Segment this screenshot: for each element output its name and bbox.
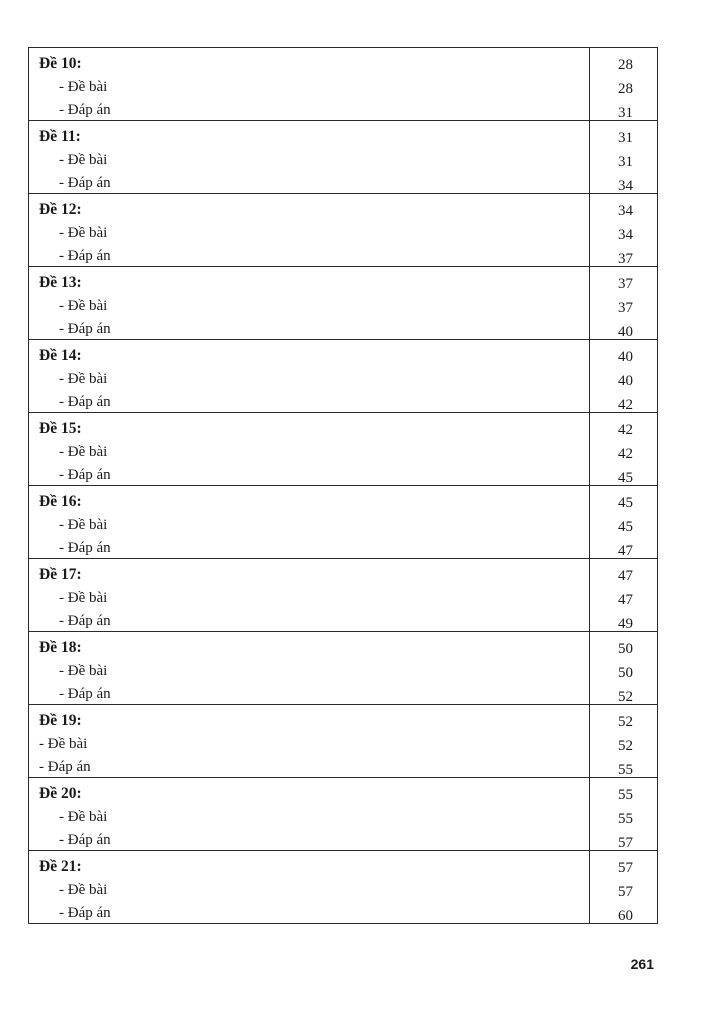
toc-page-number: 50 — [618, 665, 633, 681]
toc-entry-title: Đề 13: — [39, 274, 82, 291]
toc-entry-labels — [29, 486, 589, 558]
toc-entry-labels — [29, 632, 589, 704]
toc-row — [29, 486, 657, 559]
toc-entry-title: Đề 19: — [39, 712, 82, 729]
toc-page-number: 40 — [618, 324, 633, 340]
toc-row — [29, 413, 657, 486]
toc-entry-labels — [29, 413, 589, 485]
toc-row — [29, 705, 657, 778]
toc-subentry-answer: - Đáp án — [59, 905, 111, 921]
toc-subentry-problem: - Đề bài — [59, 151, 108, 168]
toc-entry-title: Đề 11: — [39, 128, 81, 145]
toc-entry-labels — [29, 340, 589, 412]
toc-page-number: 42 — [618, 397, 633, 413]
toc-entry-labels — [29, 559, 589, 631]
page-number: 261 — [630, 956, 654, 972]
toc-entry-pages — [589, 705, 657, 777]
toc-subentry-answer: - Đáp án — [59, 102, 111, 118]
toc-entry-labels — [29, 267, 589, 339]
toc-subentry-answer: - Đáp án — [59, 248, 111, 264]
toc-page-number: 50 — [618, 641, 633, 657]
toc-entry-title: Đề 10: — [39, 55, 82, 72]
toc-page-number: 45 — [618, 470, 633, 486]
toc-row — [29, 851, 657, 924]
toc-subentry-problem: - Đề bài — [59, 224, 108, 241]
toc-row — [29, 121, 657, 194]
toc-entry-labels — [29, 121, 589, 193]
toc-row — [29, 778, 657, 851]
toc-page-number: 45 — [618, 519, 633, 535]
toc-subentry-answer: - Đáp án — [59, 686, 111, 702]
toc-page-number: 55 — [618, 811, 633, 827]
toc-entry-labels — [29, 705, 589, 777]
toc-subentry-answer: - Đáp án — [59, 467, 111, 483]
toc-entry-labels — [29, 194, 589, 266]
toc-page-number: 47 — [618, 543, 633, 559]
toc-entry-title: Đề 18: — [39, 639, 82, 656]
toc-entry-title: Đề 12: — [39, 201, 82, 218]
toc-subentry-answer: - Đáp án — [59, 832, 111, 848]
toc-entry-pages — [589, 632, 657, 704]
toc-subentry-problem: - Đề bài — [39, 735, 88, 752]
toc-row — [29, 632, 657, 705]
toc-page-number: 52 — [618, 738, 633, 754]
toc-subentry-problem: - Đề bài — [59, 443, 108, 460]
toc-subentry-problem: - Đề bài — [59, 297, 108, 314]
toc-page-number: 37 — [618, 251, 633, 267]
toc-subentry-answer: - Đáp án — [39, 759, 91, 775]
toc-page-number: 31 — [618, 130, 633, 146]
toc-page-number: 34 — [618, 203, 633, 219]
toc-row — [29, 559, 657, 632]
toc-entry-pages — [589, 486, 657, 558]
toc-row — [29, 194, 657, 267]
toc-entry-pages — [589, 340, 657, 412]
toc-page-number: 34 — [618, 178, 633, 194]
toc-page-number: 31 — [618, 105, 633, 121]
toc-row — [29, 267, 657, 340]
toc-row — [29, 340, 657, 413]
toc-entry-labels — [29, 778, 589, 850]
toc-entry-title: Đề 17: — [39, 566, 82, 583]
toc-page-number: 40 — [618, 373, 633, 389]
toc-page-number: 47 — [618, 592, 633, 608]
toc-page-number: 45 — [618, 495, 633, 511]
toc-subentry-answer: - Đáp án — [59, 394, 111, 410]
toc-subentry-answer: - Đáp án — [59, 175, 111, 191]
toc-page-number: 52 — [618, 714, 633, 730]
toc-entry-pages — [589, 851, 657, 923]
toc-subentry-problem: - Đề bài — [59, 589, 108, 606]
toc-subentry-problem: - Đề bài — [59, 881, 108, 898]
toc-page-number: 57 — [618, 884, 633, 900]
toc-subentry-problem: - Đề bài — [59, 808, 108, 825]
toc-entry-pages — [589, 194, 657, 266]
table-of-contents — [28, 47, 658, 924]
toc-subentry-problem: - Đề bài — [59, 662, 108, 679]
toc-page-number: 60 — [618, 908, 633, 924]
toc-page-number: 40 — [618, 349, 633, 365]
toc-subentry-problem: - Đề bài — [59, 78, 108, 95]
toc-entry-title: Đề 20: — [39, 785, 82, 802]
toc-page-number: 31 — [618, 154, 633, 170]
toc-entry-pages — [589, 778, 657, 850]
toc-page-number: 55 — [618, 762, 633, 778]
toc-page-number: 49 — [618, 616, 633, 632]
toc-subentry-problem: - Đề bài — [59, 516, 108, 533]
toc-entry-pages — [589, 121, 657, 193]
toc-page-number: 57 — [618, 835, 633, 851]
toc-page-number: 34 — [618, 227, 633, 243]
toc-row — [29, 48, 657, 121]
toc-page-number: 37 — [618, 300, 633, 316]
toc-page-number: 57 — [618, 860, 633, 876]
toc-entry-title: Đề 14: — [39, 347, 82, 364]
toc-entry-title: Đề 16: — [39, 493, 82, 510]
toc-page-number: 55 — [618, 787, 633, 803]
toc-page-number: 52 — [618, 689, 633, 705]
toc-page-number: 28 — [618, 57, 633, 73]
toc-subentry-problem: - Đề bài — [59, 370, 108, 387]
toc-page-number: 42 — [618, 446, 633, 462]
toc-page-number: 42 — [618, 422, 633, 438]
toc-subentry-answer: - Đáp án — [59, 321, 111, 337]
toc-entry-pages — [589, 413, 657, 485]
toc-entry-labels — [29, 48, 589, 120]
toc-entry-pages — [589, 559, 657, 631]
toc-page-number: 28 — [618, 81, 633, 97]
toc-subentry-answer: - Đáp án — [59, 540, 111, 556]
toc-page-number: 37 — [618, 276, 633, 292]
toc-entry-pages — [589, 267, 657, 339]
toc-subentry-answer: - Đáp án — [59, 613, 111, 629]
toc-entry-title: Đề 21: — [39, 858, 82, 875]
toc-entry-pages — [589, 48, 657, 120]
toc-page-number: 47 — [618, 568, 633, 584]
toc-entry-title: Đề 15: — [39, 420, 82, 437]
toc-entry-labels — [29, 851, 589, 923]
